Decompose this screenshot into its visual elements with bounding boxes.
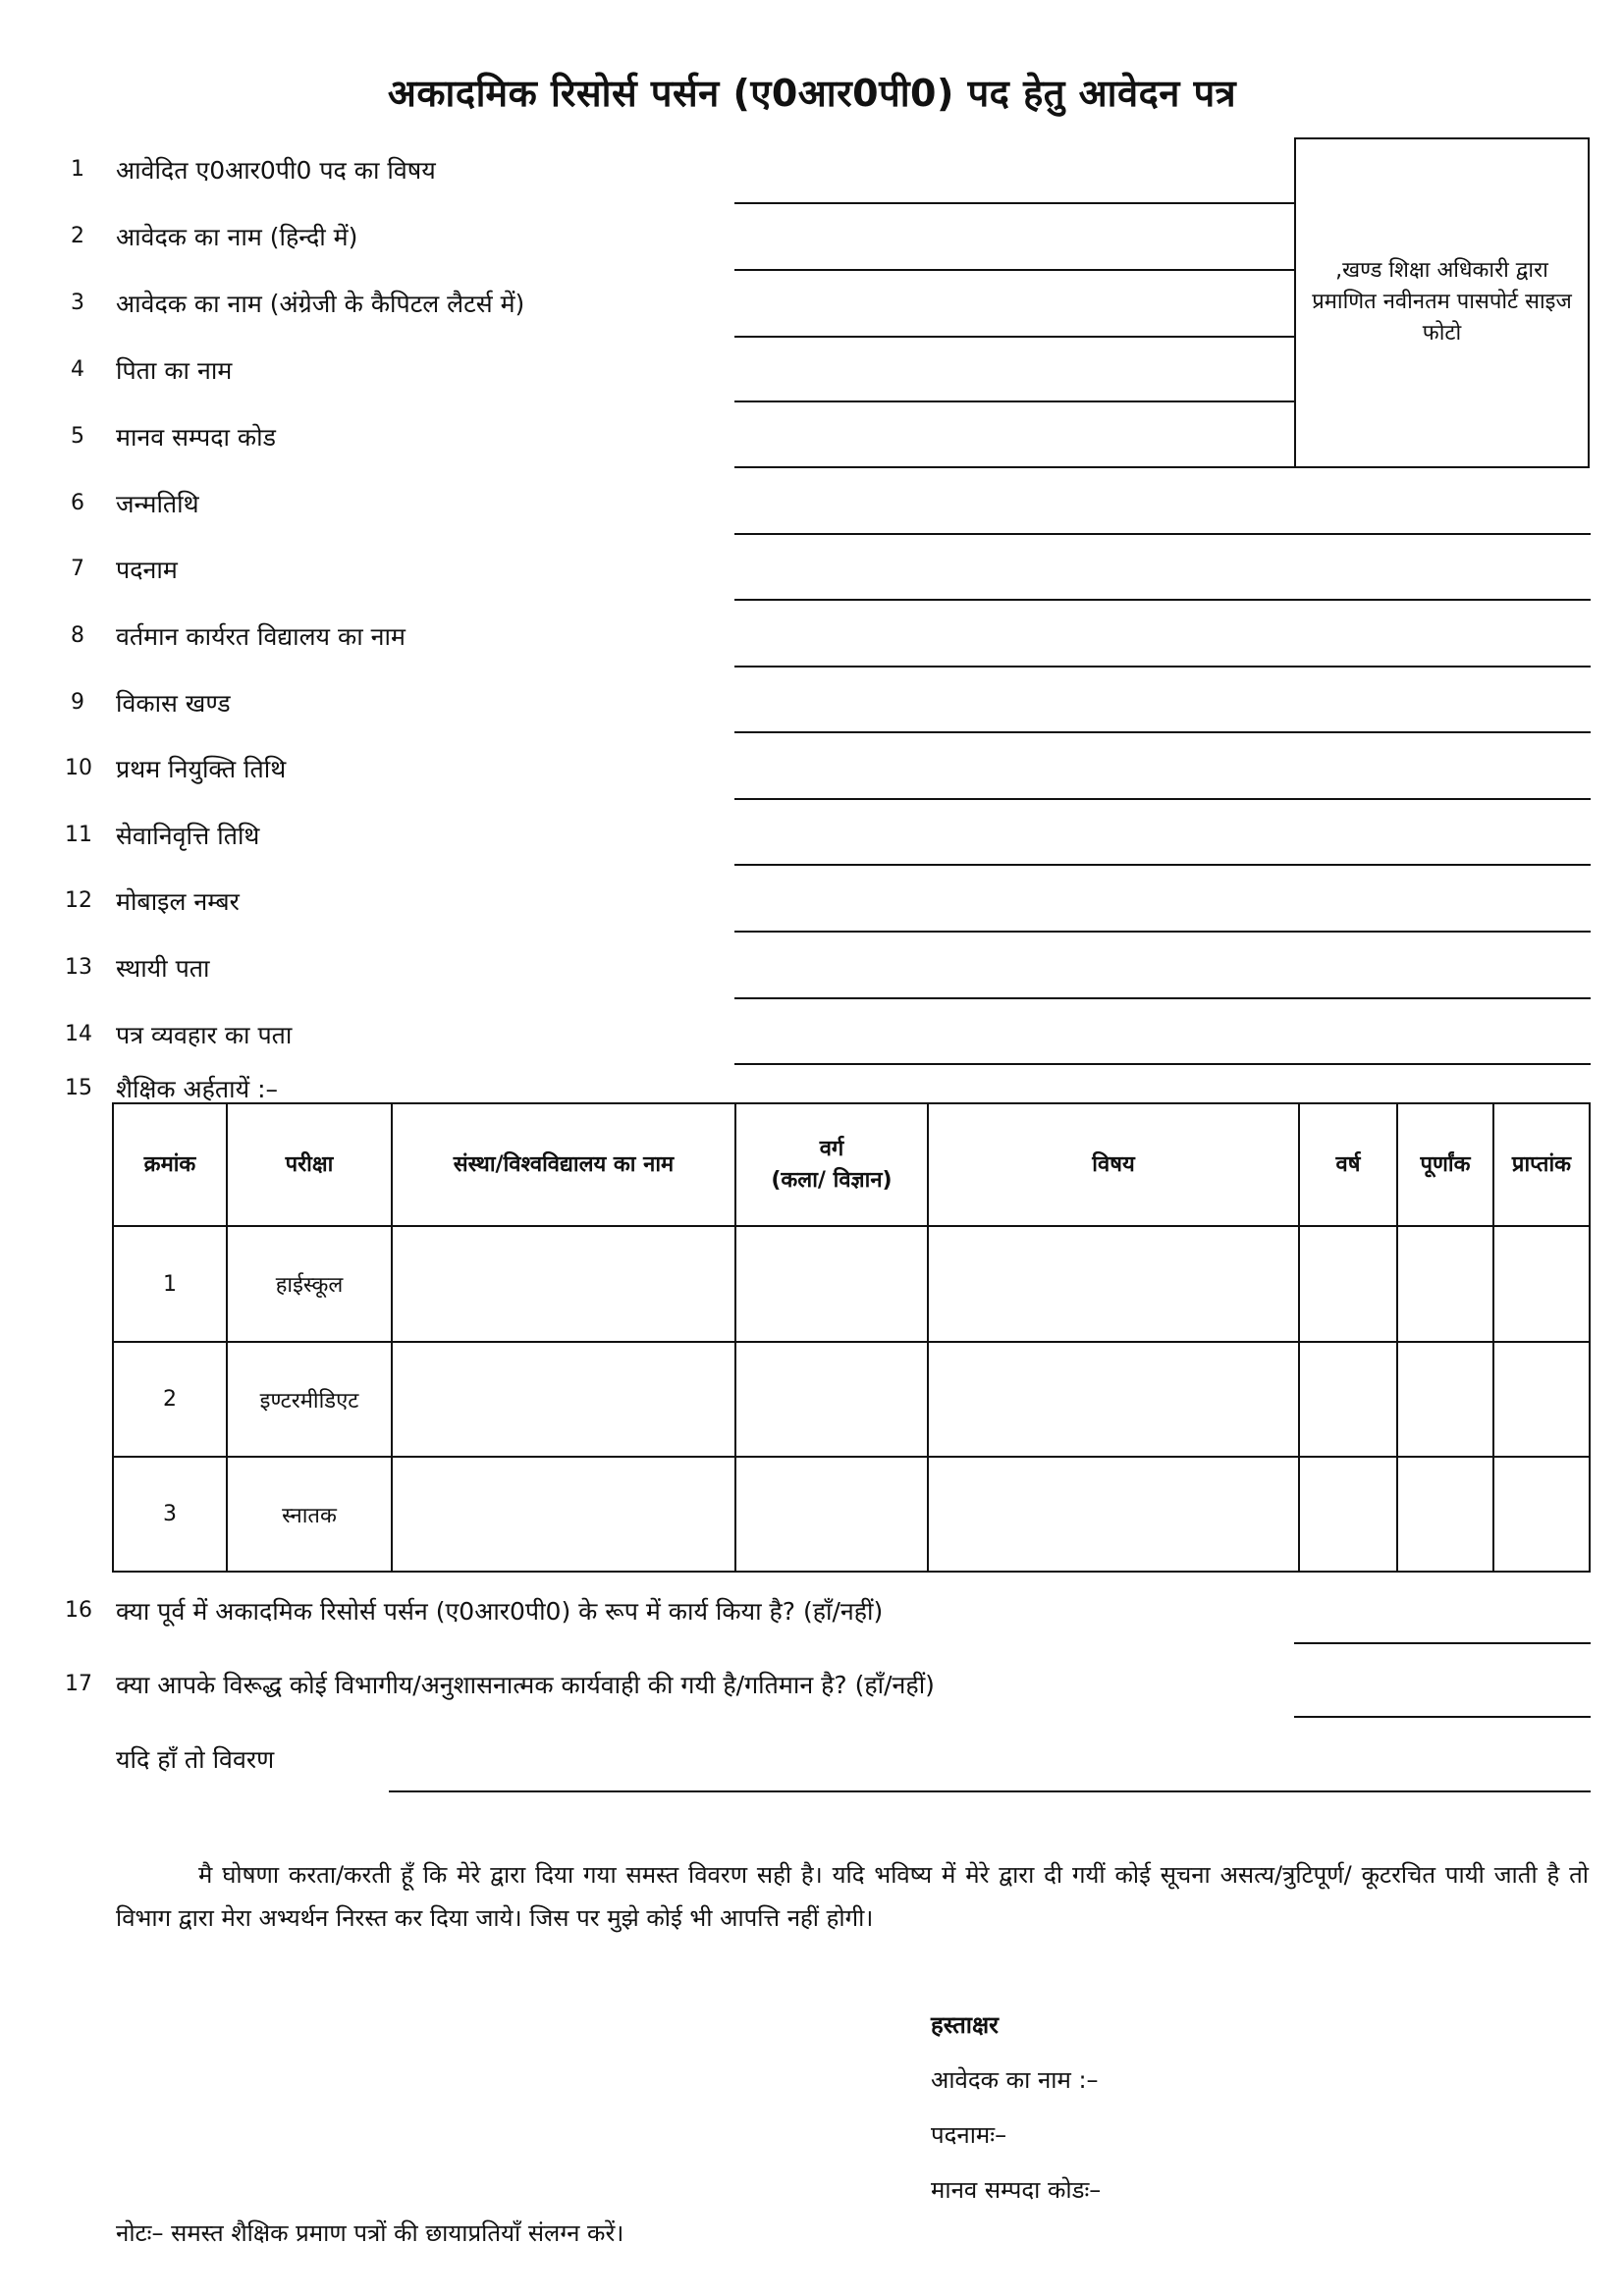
designation-input-line[interactable] (734, 599, 1591, 601)
field-number: 8 (71, 623, 84, 648)
cell-obtained-marks[interactable] (1493, 1342, 1590, 1457)
father-name-input-line[interactable] (734, 400, 1294, 402)
cell-serial: 2 (113, 1342, 227, 1457)
field-number: 5 (71, 424, 84, 449)
field-label-mobile: मोबाइल नम्बर (116, 887, 240, 916)
field-label-first-appointment: प्रथम नियुक्ति तिथि (116, 755, 287, 783)
field-label-permanent-address: स्थायी पता (116, 954, 210, 983)
field-label-arp-subject: आवेदित ए0आर0पी0 पद का विषय (116, 156, 436, 185)
question-prior-arp: क्या पूर्व में अकादमिक रिसोर्स पर्सन (ए0आर0पी0) के रूप में कार्य किया है? (हाँ/नहीं) (116, 1597, 884, 1626)
field-number: 2 (71, 224, 84, 248)
field-label-dob: जन्मतिथि (116, 490, 199, 518)
cell-stream[interactable] (735, 1226, 928, 1342)
cell-obtained-marks[interactable] (1493, 1457, 1590, 1572)
field-number: 10 (65, 756, 92, 780)
qualifications-label: शैक्षिक अर्हतायें :– (116, 1075, 279, 1103)
field-label-school-name: वर्तमान कार्यरत विद्यालय का नाम (116, 622, 406, 651)
header-max-marks: पूर्णांक (1397, 1103, 1493, 1226)
details-label: यदि हाँ तो विवरण (116, 1745, 275, 1774)
field-label-retirement-date: सेवानिवृत्ति तिथि (116, 822, 260, 850)
block-input-line[interactable] (734, 731, 1591, 733)
cell-year[interactable] (1299, 1342, 1397, 1457)
name-hindi-input-line[interactable] (734, 269, 1294, 271)
cell-institution[interactable] (392, 1226, 735, 1342)
declaration-body: मै घोषणा करता/करती हूँ कि मेरे द्वारा दिया गया समस्त विवरण सही है। यदि भविष्य में मेरे द्वारा दी गयीं कोई सूचना असत्य/त्रुटिपूर्ण/ कूटरचित पायी जाती है तो विभाग द्वारा मेरा अभ्यर्थन निरस्त कर दिया जाये। जिस पर मुझे कोई भी आपत्ति नहीं होगी। (116, 1861, 1589, 1932)
field-label-block: विकास खण्ड (116, 689, 231, 718)
hr-code-input-line[interactable] (734, 466, 1296, 468)
first-appointment-input-line[interactable] (734, 798, 1591, 800)
field-number: 7 (71, 557, 84, 581)
header-subject: विषय (928, 1103, 1299, 1226)
header-exam: परीक्षा (227, 1103, 392, 1226)
photo-box (1294, 137, 1590, 468)
arp-subject-input-line[interactable] (734, 202, 1294, 204)
note-text: नोटः– समस्त शैक्षिक प्रमाण पत्रों की छायाप्रतियाँ संलग्न करें। (116, 2219, 624, 2247)
field-label-correspondence-address: पत्र व्यवहार का पता (116, 1021, 293, 1049)
field-label-name-hindi: आवेदक का नाम (हिन्दी में) (116, 223, 358, 251)
qualifications-table (112, 1102, 1591, 1573)
field-number: 13 (65, 955, 92, 980)
dob-input-line[interactable] (734, 533, 1591, 535)
cell-subject[interactable] (928, 1457, 1299, 1572)
question-disciplinary-action: क्या आपके विरूद्ध कोई विभागीय/अनुशासनात्मक कार्यवाही की गयी है/गतिमान है? (हाँ/नहीं) (116, 1671, 935, 1699)
table-header-row (113, 1103, 1590, 1226)
cell-subject[interactable] (928, 1226, 1299, 1342)
cell-institution[interactable] (392, 1457, 735, 1572)
cell-max-marks[interactable] (1397, 1226, 1493, 1342)
signature-hr-code: मानव सम्पदा कोडः– (931, 2176, 1102, 2204)
header-stream-options: (कला/ विज्ञान) (771, 1167, 893, 1193)
cell-max-marks[interactable] (1397, 1342, 1493, 1457)
field-number: 9 (71, 690, 84, 715)
header-serial: क्रमांक (113, 1103, 227, 1226)
field-number: 14 (65, 1022, 92, 1046)
mobile-input-line[interactable] (734, 931, 1591, 933)
header-stream (735, 1103, 928, 1226)
cell-institution[interactable] (392, 1342, 735, 1457)
form-title: अकादमिक रिसोर्स पर्सन (ए0आर0पी0) पद हेतु आवेदन पत्र (387, 72, 1237, 115)
cell-year[interactable] (1299, 1457, 1397, 1572)
cell-exam: इण्टरमीडिएट (227, 1342, 392, 1457)
cell-stream[interactable] (735, 1342, 928, 1457)
field-number: 16 (65, 1598, 92, 1623)
table-row (113, 1342, 1590, 1457)
field-number: 15 (65, 1076, 92, 1100)
photo-box-instructions: ,खण्ड शिक्षा अधिकारी द्वारा प्रमाणित नवीनतम पासपोर्ट साइज फोटो (1312, 258, 1572, 346)
header-institution: संस्था/विश्वविद्यालय का नाम (392, 1103, 735, 1226)
school-name-input-line[interactable] (734, 666, 1591, 667)
header-year: वर्ष (1299, 1103, 1397, 1226)
field-number: 4 (71, 357, 84, 382)
correspondence-address-input-line[interactable] (734, 1063, 1591, 1065)
retirement-date-input-line[interactable] (734, 864, 1591, 866)
header-obtained-marks: प्राप्तांक (1493, 1103, 1590, 1226)
field-number: 12 (65, 888, 92, 913)
field-number: 1 (71, 157, 84, 182)
signature-applicant-name: आवेदक का नाम :– (931, 2066, 1099, 2094)
field-number: 11 (65, 823, 92, 847)
header-stream-title: वर्ग (819, 1136, 844, 1161)
field-number: 6 (71, 491, 84, 515)
field-label-hr-code: मानव सम्पदा कोड (116, 423, 276, 452)
field-label-name-english: आवेदक का नाम (अंग्रेजी के कैपिटल लैटर्स में) (116, 290, 525, 318)
cell-serial: 3 (113, 1457, 227, 1572)
signature-designation: पदनामः– (931, 2121, 1007, 2149)
field-number: 17 (65, 1672, 92, 1696)
field-label-father-name: पिता का नाम (116, 356, 233, 385)
table-row (113, 1226, 1590, 1342)
table-row (113, 1457, 1590, 1572)
name-english-input-line[interactable] (734, 336, 1294, 338)
signature-heading: हस्ताक्षर (931, 2011, 999, 2039)
permanent-address-input-line[interactable] (734, 997, 1591, 999)
declaration-text (116, 1853, 1589, 1940)
prior-arp-answer-line[interactable] (1294, 1642, 1591, 1644)
cell-max-marks[interactable] (1397, 1457, 1493, 1572)
cell-stream[interactable] (735, 1457, 928, 1572)
field-label-designation: पदनाम (116, 556, 178, 584)
cell-exam: स्नातक (227, 1457, 392, 1572)
details-input-line[interactable] (389, 1790, 1591, 1792)
cell-serial: 1 (113, 1226, 227, 1342)
cell-year[interactable] (1299, 1226, 1397, 1342)
field-number: 3 (71, 291, 84, 315)
disciplinary-action-answer-line[interactable] (1294, 1716, 1591, 1718)
cell-obtained-marks[interactable] (1493, 1226, 1590, 1342)
cell-subject[interactable] (928, 1342, 1299, 1457)
cell-exam: हाईस्कूल (227, 1226, 392, 1342)
